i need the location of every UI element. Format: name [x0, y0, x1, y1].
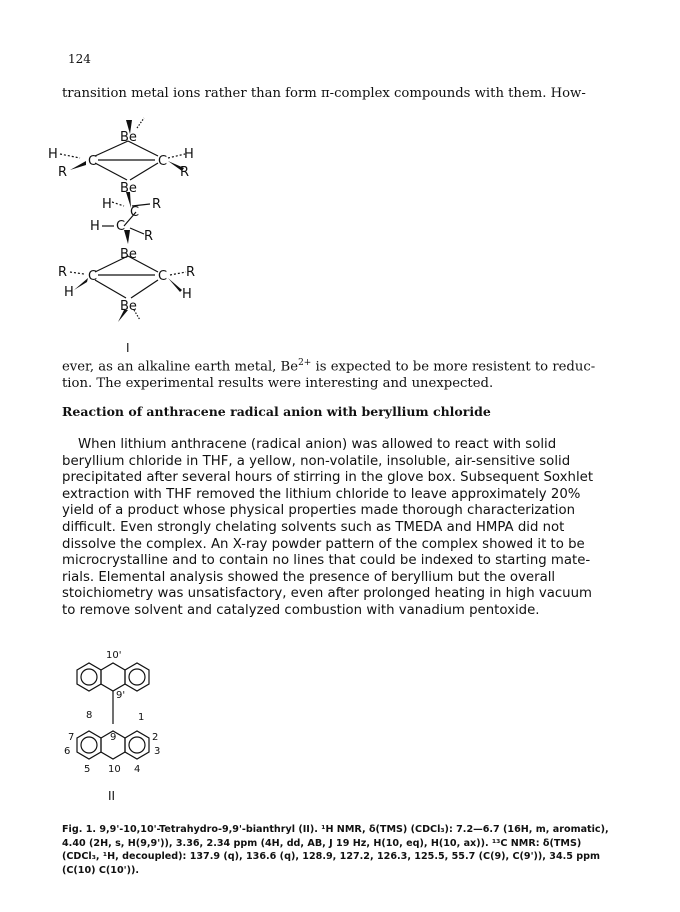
aromatic-circle	[81, 737, 97, 753]
position-label: 8	[86, 710, 93, 721]
paragraph-intro	[62, 85, 622, 102]
atom-r: R	[152, 197, 162, 212]
superscript: 2+	[298, 358, 312, 368]
body-paragraph	[62, 437, 622, 620]
atom-be: Be	[120, 130, 137, 145]
bond	[131, 280, 158, 298]
caption-line: (CDCl₃, ¹H, decoupled): 137.9 (q), 136.6 (q), 128.9, 127.2, 126.3, 125.5, 55.7 (C(9), C(9')), 34.5 ppm	[62, 851, 601, 863]
position-label: 4	[134, 764, 141, 775]
atom-c: C	[88, 154, 98, 169]
atom-c: C	[158, 269, 168, 284]
atom-h: H	[182, 287, 192, 302]
hashed-bond	[168, 154, 185, 158]
aromatic-circle	[81, 669, 97, 685]
text-line: microcrystalline and to contain no lines that could be indexed to starting mate-	[62, 553, 591, 569]
position-label: 10	[108, 764, 121, 775]
aromatic-circle	[129, 737, 145, 753]
figure-caption	[62, 823, 632, 877]
wedge-bond	[70, 161, 86, 170]
ring	[101, 663, 125, 691]
bond	[130, 163, 158, 180]
atom-r: R	[58, 265, 68, 280]
atom-r: R	[58, 165, 68, 180]
wedge-bond	[168, 278, 182, 292]
text-line: precipitated after several hours of stirring in the glove box. Subsequent Soxhlet	[62, 470, 594, 486]
bond	[95, 163, 127, 180]
text-line: transition metal ions rather than form π-complex compounds with them. How-	[62, 86, 586, 101]
paragraph-continued	[62, 355, 622, 392]
atom-h: H	[48, 147, 58, 162]
hashed-bond	[170, 272, 186, 275]
atom-r: R	[180, 165, 190, 180]
position-label: 9'	[116, 690, 126, 701]
position-label: 9	[110, 732, 117, 743]
section-heading: Reaction of anthracene radical anion with beryllium chloride	[62, 404, 491, 419]
atom-c: C	[158, 154, 168, 169]
text-line: to remove solvent and catalyzed combustion with vanadium pentoxide.	[62, 602, 540, 618]
position-label: 6	[64, 746, 71, 757]
text-line: dissolve the complex. An X-ray powder pattern of the complex showed it to be	[62, 536, 585, 552]
position-label: 3	[154, 746, 161, 757]
position-label: 7	[68, 732, 75, 743]
text-line: extraction with THF removed the lithium chloride to leave approximately 20%	[62, 486, 581, 502]
atom-c: C	[130, 205, 140, 220]
structure-ii-diagram	[50, 640, 210, 810]
bond	[95, 280, 126, 298]
atom-be: Be	[120, 299, 137, 314]
bond	[130, 228, 144, 234]
position-label: 2	[152, 732, 159, 743]
caption-line: Fig. 1. 9,9'-10,10'-Tetrahydro-9,9'-bianthryl (II). ¹H NMR, δ(TMS) (CDCl₃): 7.2—6.7 (16H, m, aromatic),	[62, 824, 609, 835]
text-line: ever, as an alkaline earth metal, $Be^{2+}$ is expected to be more resistent to reduc-	[62, 358, 596, 375]
text-line: When lithium anthracene (radical anion) was allowed to react with solid	[78, 437, 557, 452]
page-number: 124	[68, 52, 91, 66]
text-line: beryllium chloride in THF, a yellow, non-volatile, insoluble, air-sensitive solid	[62, 453, 571, 469]
text-line: rials. Elemental analysis showed the presence of beryllium but the overall	[62, 569, 556, 585]
hashed-bond	[112, 202, 124, 206]
aromatic-circle	[129, 669, 145, 685]
atom-be: Be	[120, 247, 137, 262]
atom-c: C	[116, 219, 126, 234]
structure-i-label: I	[126, 341, 130, 355]
caption-line: 4.40 (2H, s, H(9,9')), 3.36, 2.34 ppm (4H, dd, AB, J 19 Hz, H(10, eq), H(10, ax)). ¹³C NMR: δ(TMS)	[62, 837, 582, 849]
atom-h: H	[90, 219, 100, 234]
structure-ii-label: II	[108, 789, 116, 803]
hashed-bond	[137, 118, 144, 128]
wedge-bond	[74, 278, 88, 290]
position-label: 5	[84, 764, 91, 775]
text-line: tion. The experimental results were interesting and unexpected.	[62, 376, 494, 392]
atom-h: H	[102, 197, 112, 212]
text-line: stoichiometry was unsatisfactory, even after prolonged heating in high vacuum	[62, 586, 592, 602]
text-line: yield of a product whose physical properties made thorough characterization	[62, 503, 576, 519]
atom-r: R	[186, 265, 196, 280]
hashed-bond	[60, 154, 80, 158]
atom-h: H	[184, 147, 194, 162]
structure-i-diagram	[40, 108, 280, 358]
atom-h: H	[64, 285, 74, 300]
position-label: 1	[138, 712, 145, 723]
text-line: difficult. Even strongly chelating solvents such as TMEDA and HMPA did not	[62, 519, 565, 535]
caption-line: (C(10) C(10')).	[62, 864, 140, 876]
position-label: 10'	[106, 650, 122, 661]
atom-be: Be	[120, 181, 137, 196]
hashed-bond	[70, 272, 84, 274]
atom-r: R	[144, 229, 154, 244]
atom-c: C	[88, 269, 98, 284]
